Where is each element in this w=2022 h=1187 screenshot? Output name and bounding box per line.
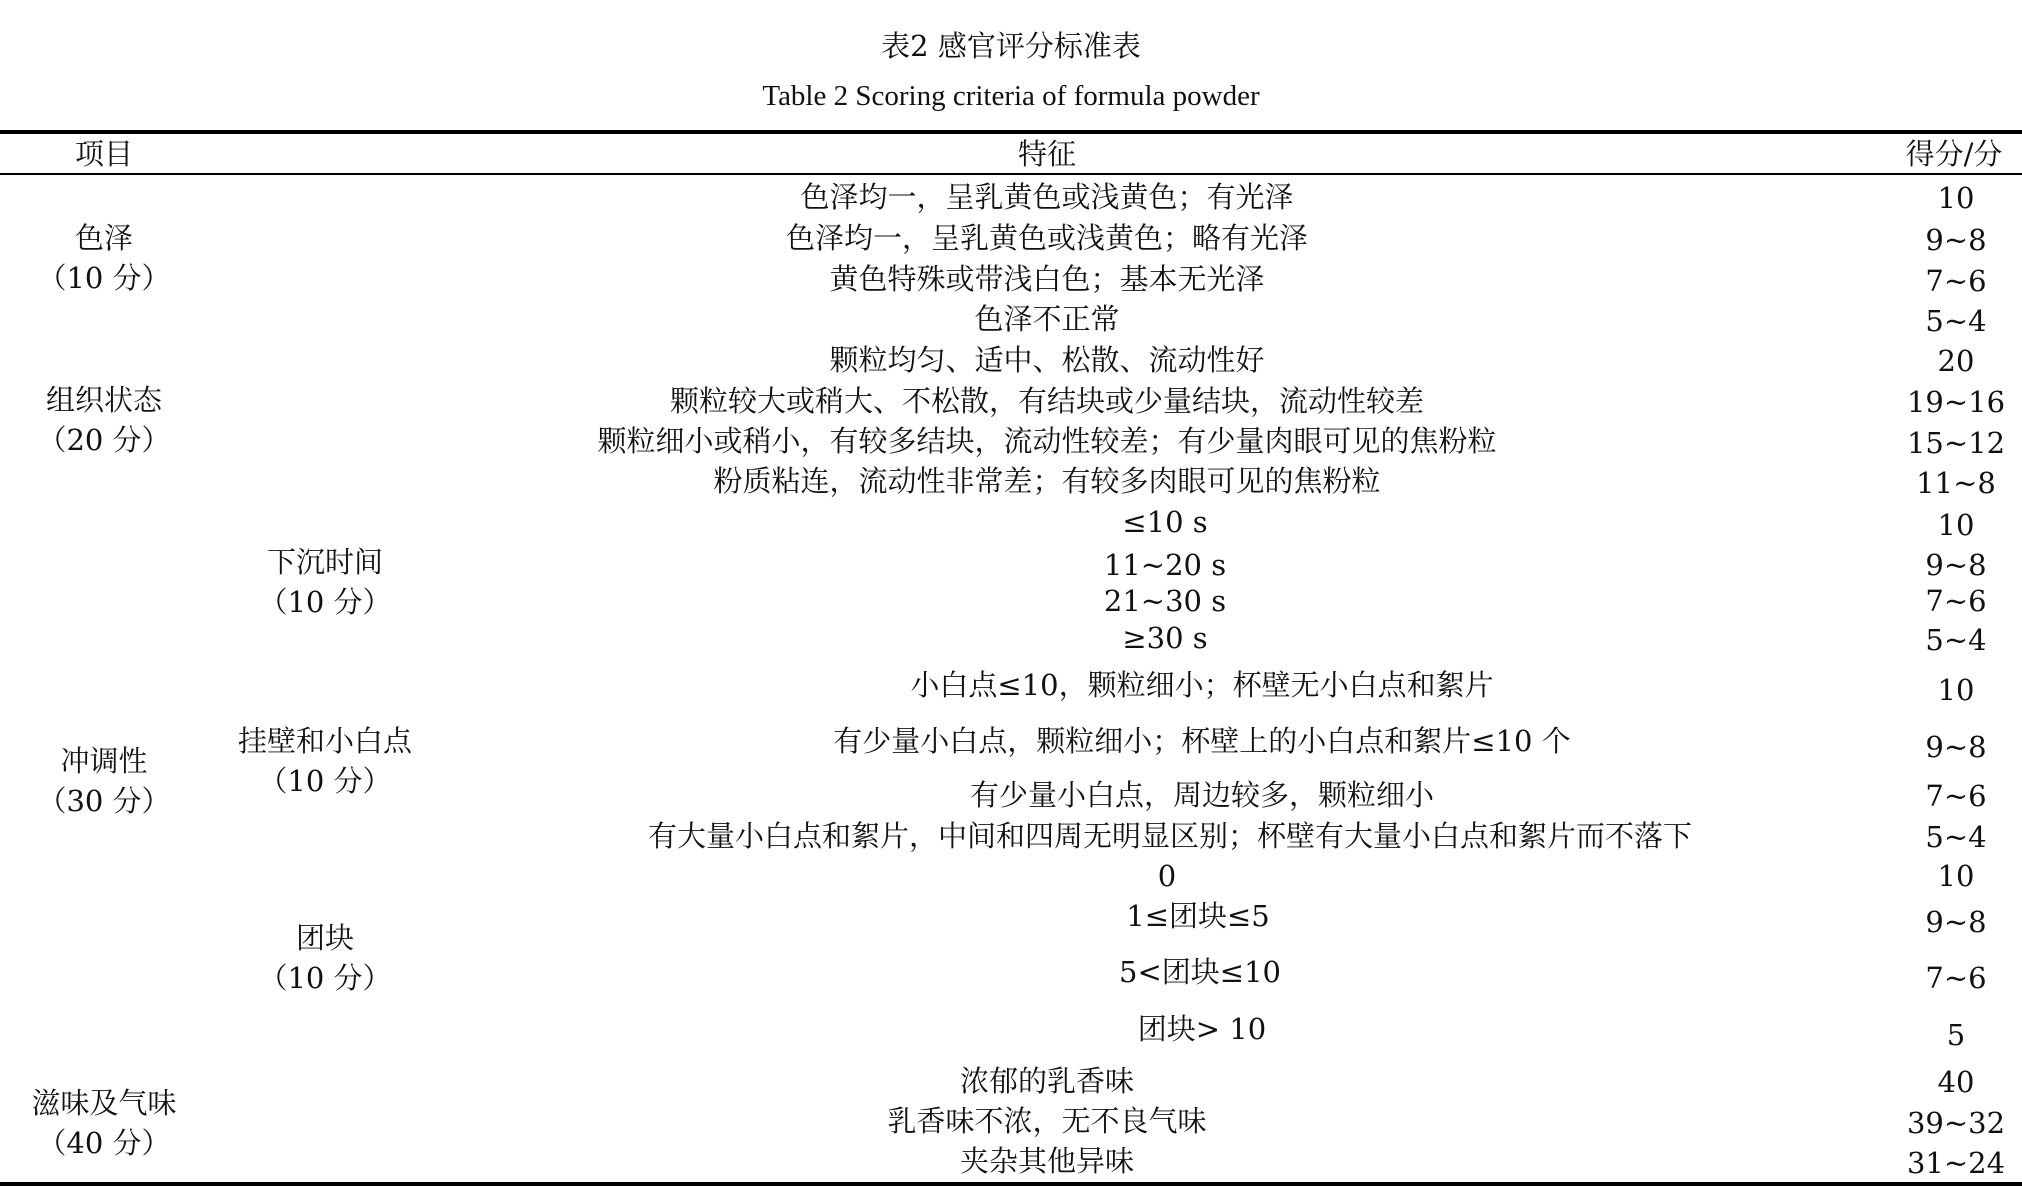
row-score: 7~6 [1925,961,1987,995]
row-score: 9~8 [1925,548,1987,582]
row-feature: 有大量小白点和絮片，中间和四周无明显区别；杯壁有大量小白点和絮片而不落下 [647,819,1693,853]
row-feature: 黄色特殊或带浅白色；基本无光泽 [829,262,1265,296]
group-brewing-points: （30 分） [37,784,171,818]
group-color-name: 色泽 [74,221,133,255]
row-score: 10 [1937,508,1975,542]
subgroup-wall-points: （10 分） [258,764,392,798]
row-feature: 颗粒均匀、适中、松散、流动性好 [829,343,1265,377]
subgroup-sink-label [258,542,391,622]
row-feature: 小白点≤10，颗粒细小；杯壁无小白点和絮片 [910,668,1494,702]
row-score: 20 [1937,344,1975,378]
row-score: 40 [1937,1065,1975,1099]
row-score: 5~4 [1925,623,1987,657]
row-feature: 色泽均一，呈乳黄色或浅黄色；略有光泽 [785,221,1309,255]
row-score: 7~6 [1925,264,1987,298]
row-feature: 11~20 s [1103,548,1227,582]
row-feature: 颗粒较大或稍大、不松散，有结块或少量结块，流动性较差 [669,384,1425,418]
row-feature: ≥30 s [1122,621,1208,655]
row-score: 7~6 [1925,779,1987,813]
subgroup-lump-label [258,918,391,998]
group-brewing-name: 冲调性 [60,744,148,778]
row-feature: 浓郁的乳香味 [959,1064,1135,1098]
group-taste-name: 滋味及气味 [31,1086,177,1120]
group-taste-label [31,1083,176,1163]
row-score: 5~4 [1925,304,1987,338]
row-feature: 团块> 10 [1137,1012,1267,1046]
subgroup-sink-name: 下沉时间 [266,545,383,579]
row-feature: 1≤团块≤5 [1126,899,1270,933]
table-caption-zh: 表2 感官评分标准表 [881,29,1141,63]
header-feature: 特征 [1017,137,1077,171]
row-score: 9~8 [1925,905,1987,939]
row-score: 5~4 [1925,820,1987,854]
row-score: 10 [1937,859,1975,893]
row-feature: 有少量小白点，颗粒细小；杯壁上的小白点和絮片≤10 个 [833,724,1571,758]
row-feature: 5<团块≤10 [1119,955,1281,989]
row-feature: 21~30 s [1103,584,1227,618]
subgroup-lump-points: （10 分） [258,961,392,995]
row-feature: 有少量小白点，周边较多，颗粒细小 [969,778,1435,812]
group-texture-points: （20 分） [37,423,171,457]
group-texture-name: 组织状态 [45,383,162,417]
subgroup-wall-name: 挂壁和小白点 [237,724,413,758]
row-score: 39~32 [1906,1106,2006,1140]
row-score: 9~8 [1925,730,1987,764]
row-feature: ≤10 s [1122,505,1208,539]
row-score: 9~8 [1925,223,1987,257]
group-texture-label [37,380,170,460]
row-score: 10 [1937,181,1975,215]
group-taste-points: （40 分） [37,1126,171,1160]
row-feature: 0 [1157,859,1177,893]
group-color-points: （10 分） [37,261,171,295]
row-score: 19~16 [1906,385,2006,419]
row-score: 5 [1946,1018,1966,1052]
row-score: 15~12 [1906,426,2006,460]
header-score: 得分/分 [1905,137,2003,171]
subgroup-wall-label [238,721,412,801]
subgroup-lump-name: 团块 [295,921,354,955]
row-score: 31~24 [1906,1146,2006,1180]
header-rule [0,173,2022,175]
row-score: 10 [1937,673,1975,707]
bottom-rule [0,1182,2022,1186]
row-feature: 乳香味不浓，无不良气味 [887,1104,1207,1138]
row-feature: 粉质粘连，流动性非常差；有较多肉眼可见的焦粉粒 [713,464,1381,498]
header-item: 项目 [74,137,134,171]
top-rule [0,130,2022,134]
subgroup-sink-points: （10 分） [258,585,392,619]
table-caption-en: Table 2 Scoring criteria of formula powder [762,80,1260,112]
row-feature: 夹杂其他异味 [959,1144,1135,1178]
row-feature: 颗粒细小或稍小，有较多结块，流动性较差；有少量肉眼可见的焦粉粒 [597,424,1497,458]
row-score: 7~6 [1925,584,1987,618]
row-feature: 色泽不正常 [974,302,1120,336]
row-score: 11~8 [1916,466,1996,500]
row-feature: 色泽均一，呈乳黄色或浅黄色；有光泽 [800,180,1294,214]
group-color-label [37,218,170,298]
group-brewing-label [37,741,170,821]
